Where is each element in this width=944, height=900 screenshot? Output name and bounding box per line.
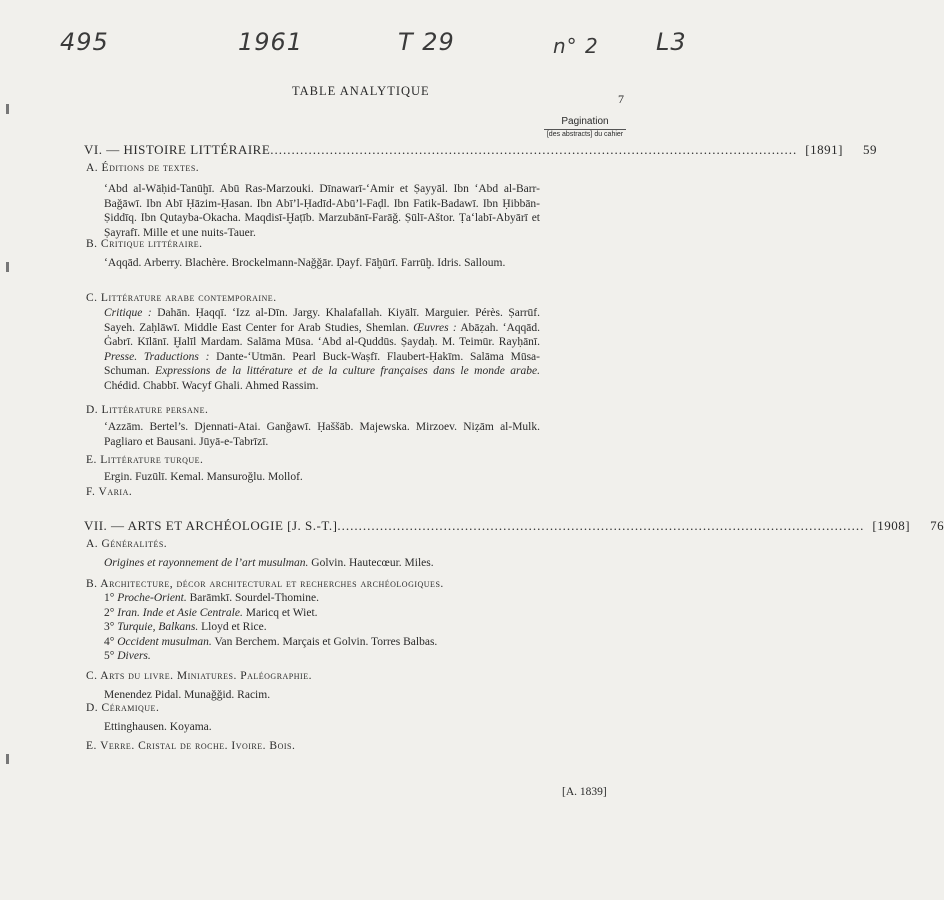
handwritten-note-1: 495 bbox=[60, 28, 109, 56]
section-heading-vi bbox=[84, 142, 877, 158]
list-item: 5° Divers. bbox=[104, 650, 151, 662]
handwritten-note-5: L3 bbox=[656, 28, 687, 56]
subsection-text: Ergin. Fuzūlī. Kemal. Mansuroğlu. Mollof. bbox=[104, 471, 303, 483]
page-ref: 76 bbox=[930, 518, 944, 533]
leader-dots: ............................................................................................................................ bbox=[337, 518, 865, 533]
pagination-label: Pagination bbox=[561, 116, 609, 127]
subsection-heading: A. Généralités. bbox=[86, 538, 168, 550]
handwritten-note-3: T 29 bbox=[398, 28, 455, 56]
oeuvres-label: Œuvres : bbox=[413, 321, 457, 334]
subsection-text: Ettinghausen. Koyama. bbox=[104, 721, 212, 733]
critique-text: Dahān. Ḥaqqī. ‘Izz al-Dīn. Jargy. Khalafallah. Kiyālī. Marguier. Pérès. Ṣarrūf. Sayeh. Zaḥlāwī. Middle East Center for Arab Studies, Shemlan. bbox=[104, 307, 540, 334]
list-item: 4° Occident musulman. Van Berchem. Marçais et Golvin. Torres Balbas. bbox=[104, 635, 438, 648]
page-ref: 59 bbox=[862, 142, 877, 157]
handwritten-note-2: 1961 bbox=[238, 28, 304, 56]
section-title: VII. — ARTS ET ARCHÉOLOGIE [J. S.-T.] bbox=[84, 518, 338, 533]
critique-label: Critique : bbox=[104, 307, 152, 319]
subsection-list bbox=[104, 591, 540, 664]
subsection-text: ‘Aqqād. Arberry. Blachère. Brockelmann-Naǧǧār. Ḍayf. Fāḫūrī. Farrūḫ. Idris. Salloum. bbox=[104, 257, 506, 269]
generalites-text: Golvin. Hautecœur. Miles. bbox=[308, 557, 434, 569]
list-item: 2° Iran. Inde et Asie Centrale. Maricq et Wiet. bbox=[104, 606, 318, 619]
page-number: 7 bbox=[618, 92, 624, 106]
subsection-heading: A. Éditions de textes. bbox=[86, 162, 200, 174]
presse-text: Dante-‘Utmān. Pearl Buck-Waṣfī. Flaubert-Ḥakīm. Salāma Mūsa-Schuman. bbox=[104, 350, 540, 377]
page-title: TABLE ANALYTIQUE bbox=[292, 84, 430, 98]
subsection-text: Menendez Pidal. Munaǧǧid. Racim. bbox=[104, 689, 271, 701]
generalites-italic: Origines et rayonnement de l’art musulman. bbox=[104, 557, 309, 569]
pagination-header bbox=[544, 116, 626, 138]
margin-mark bbox=[6, 754, 9, 764]
list-item: 1° Proche-Orient. Barāmkī. Sourdel-Thomine. bbox=[104, 592, 319, 604]
subsection-text bbox=[104, 306, 540, 393]
section-heading-vii bbox=[84, 518, 944, 534]
margin-mark bbox=[6, 104, 9, 114]
subsection-heading: D. Littérature persane. bbox=[86, 404, 209, 416]
margin-mark bbox=[6, 262, 9, 272]
pagination-sublabel: [des abstracts] du cahier bbox=[544, 129, 626, 138]
abstract-ref: [1891] bbox=[805, 142, 843, 157]
leader-dots: ............................................................................................................................ bbox=[270, 142, 798, 157]
subsection-heading: C. Littérature arabe contemporaine. bbox=[86, 292, 277, 304]
subsection-heading: C. Arts du livre. Miniatures. Paléographie. bbox=[86, 670, 312, 682]
subsection-text: ‘Azzām. Bertel’s. Djennati-Atai. Ganǧawī. Ḥaššāb. Majewska. Mirzoev. Niẓām al-Mulk. Pagliaro et Bausani. Jūyā-e-Tabrīzī. bbox=[104, 421, 540, 448]
subsection-heading: B. Architecture, décor architectural et recherches archéologiques. bbox=[86, 578, 444, 590]
list-item: 3° Turquie, Balkans. Lloyd et Rice. bbox=[104, 621, 267, 633]
expressions-label: Expressions de la littérature et de la culture françaises dans le monde arabe. bbox=[155, 365, 540, 377]
oeuvres-text: Abāẓah. ‘Aqqād. Ġabrī. Kīlānī. Ḫalīl Mardam. Salāma Mūsa. ‘Abd al-Quddūs. Ṣaydaḥ. M. Teimūr. Rayḥānī. bbox=[104, 321, 540, 348]
handwritten-note-4: n° 2 bbox=[553, 34, 599, 58]
expressions-text: Chédid. Chabbī. Wacyf Ghali. Ahmed Rassim. bbox=[104, 379, 319, 392]
section-title: VI. — HISTOIRE LITTÉRAIRE bbox=[84, 142, 271, 157]
subsection-heading: B. Critique littéraire. bbox=[86, 238, 203, 250]
subsection-heading: D. Céramique. bbox=[86, 702, 160, 714]
subsection-heading: F. Varia. bbox=[86, 486, 133, 498]
footer-ref: [A. 1839] bbox=[562, 786, 607, 798]
subsection-text: ‘Abd al-Wāḥid-Tanūḫī. Abū Ras-Marzouki. Dīnawarī-‘Amir et Ṣayyāl. Ibn ‘Abd al-Barr-Baǧāwī. Ibn Abī Ḥāzim-Ḥasan. Ibn Abī’l-Ḥadīd-Abū’l-Faḍl. Ibn Fatik-Badawī. Ibn Ḥibbān-Ṣiddīq. Ibn Qutayba-Okacha. Maqdisī-Ḫaṭīb. Marzubānī-Farāǧ. Ṣūlī-Aštor. Ṭa‘labī-Abyārī et Ṣayrafī. Mille et une nuits-Tauer. bbox=[104, 183, 540, 239]
presse-label: Presse. Traductions : bbox=[104, 350, 210, 363]
subsection-heading: E. Littérature turque. bbox=[86, 454, 204, 466]
subsection-heading: E. Verre. Cristal de roche. Ivoire. Bois. bbox=[86, 740, 296, 752]
abstract-ref: [1908] bbox=[872, 518, 911, 533]
subsection-text bbox=[104, 556, 540, 571]
